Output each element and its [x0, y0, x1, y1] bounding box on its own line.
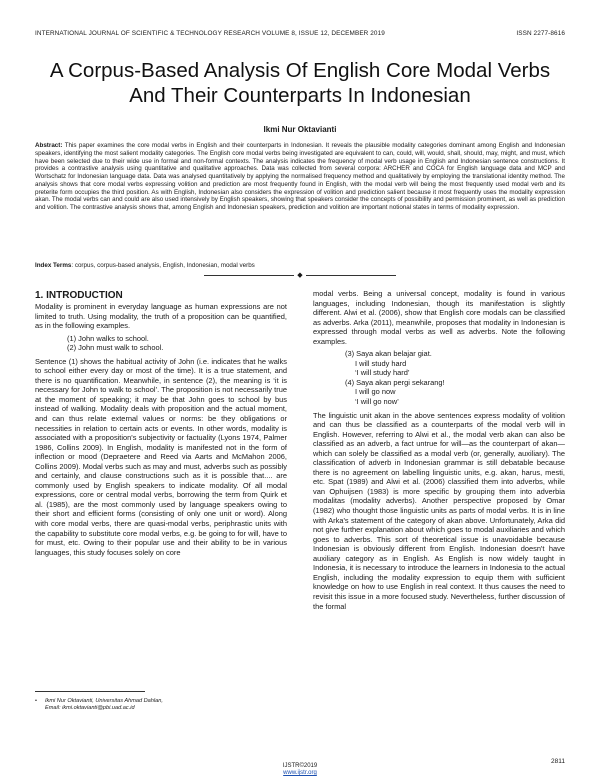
- issn-header: ISSN 2277-8616: [516, 30, 565, 37]
- left-column: [35, 289, 287, 557]
- example-list-2: [313, 349, 565, 406]
- abstract-label: Abstract:: [35, 142, 63, 149]
- example-3: (3) Saya akan belajar giat.: [345, 349, 432, 359]
- page-footer: [0, 763, 600, 777]
- author-footnote: [35, 698, 163, 712]
- example-4: (4) Saya akan pergi sekarang!: [345, 377, 445, 387]
- intro-paragraph-4: The linguistic unit akan in the above sentences express modality of volition and can thus be classified as a counterparts of the modal verb will in English. However, referring to Alwi et al., the modal verb akan can also be classified as an adverb, a fact untrue for will—as the counterpart of akan—which can solely be classified as a modal verb (or, generally, auxiliary). The classification of adverb in Indonesian grammar is still debatable because there is no agreement on labelling linguistic units, e.g. akan, harus, mesti, etc. Spat (1989) and Alwi et al. (2006) classified them into adverbs, while van Ophuijsen (1983) is more specific by grouping them into adverbia modalitas (modality adverbs). Another perspective proposed by Omar (1982) who thought those linguistic units as parts of modal verbs. It is in line with Arka's statement of the category of akan above. Unfortunately, Arka did not give further explanation about which goes to modal auxiliaries and which goes to adverbs. This sort of theoretical issue is unavoidable because Indonesian is obviously different from English. Indonesian doesn't have auxiliary category as in English. As English is now widely taught in Indonesia, it is necessary to introduce the learners in Indonesia to the actual English, including the modality expression to equip them with sufficient knowledge on how to use English in real context. It thus causes the need to revisit this issue in a more focused study. Nevertheless, further discussion of the formal: [313, 410, 565, 611]
- intro-paragraph-3: modal verbs. Being a universal concept, modality is found in various languages, including Indonesian, though its manifestation is slightly different. Alwi et al. (2006), show that English core modals can be classified as adverbs. Arka (2011), meanwhile, proposes that modality in Indonesian is expressed through modal verbs as well as adverbs. Note the following examples.: [313, 289, 565, 346]
- section-separator: [0, 272, 600, 280]
- example-4-translation: ‘I will go now’: [355, 397, 399, 407]
- footer-copyright: IJSTR©2019: [282, 763, 318, 769]
- paper-title: A Corpus-Based Analysis Of English Core Modal Verbs And Their Counterparts In Indonesian: [49, 59, 551, 107]
- journal-header: INTERNATIONAL JOURNAL OF SCIENTIFIC & TECHNOLOGY RESEARCH VOLUME 8, ISSUE 12, DECEMBER 2019: [35, 30, 385, 37]
- index-terms: [35, 262, 565, 270]
- section-heading: 1. INTRODUCTION: [35, 290, 123, 301]
- example-3-translation: ‘I will study hard’: [355, 368, 410, 378]
- index-terms-label: Index Terms: [35, 262, 72, 269]
- footer-link[interactable]: www.ijstr.org: [283, 770, 317, 776]
- separator-line-left: [204, 275, 294, 276]
- right-column: [313, 289, 565, 611]
- example-3-gloss: I will study hard: [355, 358, 407, 368]
- page-number: 2811: [551, 758, 565, 765]
- example-1: (1) John walks to school.: [67, 333, 149, 343]
- footnote-affiliation: Ikmi Nur Oktavianti, Universitas Ahmad Dahlan,: [45, 698, 163, 704]
- index-terms-text: : corpus, corpus-based analysis, English, Indonesian, modal verbs: [71, 262, 255, 269]
- example-2: (2) John must walk to school.: [67, 343, 164, 353]
- intro-paragraph-2: Sentence (1) shows the habitual activity of John (i.e. indicates that he walks to school either every day or most of the time). It is a true statement, and there is no quantification. Meanwhile, in sentence (2), the meaning is ‘it is necessary for John to walk to school’. The proposition is not necessarily true at the moment of speaking; it may be that John goes to school by bus instead of walking. Modality deals with proposition and the actual moment, and can thus relate external values or norms: be they obligations or necessities in relation to certain acts or events. In other words, modality is associated with a proposition's subjectivity or factuality (Lyons 1974, Palmer 1986, Collins 2009). In English, modality is manifested not in the form of inflection or mood (Depraetere and Reed via Aarts and McMahon 2006, Collins 2009). Modal verbs such as may and must, adverbs such as possibly and certainly, and clause constructions such as it is possible that.... are commonly used by English speakers to indicate modality. Of all modal expressions, core or central modal verbs, borrowing the term from Quirk et al. (1985), are the most commonly used by language speakers owing to their short and efficient forms (consisting of only one unit or word). Along with core modal verbs, there are quasi-modal verbs, periphrastic units with the capability to substitute core modal verbs, e.g. be going to for will, have to for must, etc. Owing to their popular use and their ability to be in various languages, this study focuses solely on core: [35, 356, 287, 557]
- author-name: Ikmi Nur Oktavianti: [263, 125, 337, 134]
- abstract-text: This paper examines the core modal verbs in English and their counterparts in Indonesian. It reveals the plausible modality categories dominant among English and Indonesian speakers, identifying the most salient modality categories. The English core modal verbs being investigated are equivalent to can, could, will, would, shall, should, may, might, and must, which have been selected due to their wide use in formal and non-formal contexts. The analysis indicates the frequency of modal verb usage in English and Indonesian sentence constructions. It provides a contrastive analysis using quantitative and qualitative approaches. Data was collected from several corpora: ARCHER and COCA for English language data and MCP and Wortschatz for Indonesian language data. Data was analysed quantitatively by applying the normalised frequency method and qualitatively by employing the translational identity method. The analysis shows that core modal verbs expressing volition and prediction are most frequently found in English, with the modal verb will being the most frequently used modal verb and its preterite form occupies the third position. As with English, Indonesian also considers the expression of volition and prediction salient because it most frequently uses the modality expression akan. The modal verbs can and could are also used intensively by English speakers, showing that speakers consider the concepts of possibility and permission prominent, as well as prediction and volition. The contrastive analysis shows that, among English and Indonesian speakers, prediction and volition are important notional states in terms of modality expression.: [35, 142, 565, 211]
- footnote-email: Email: ikmi.oktavianti@pbi.uad.ac.id: [45, 705, 135, 711]
- intro-paragraph-1: Modality is prominent in everyday language as human expressions are not limited to truth. Using modality, the truth of a proposition can be quantified, as in the following examples.: [35, 302, 287, 331]
- example-4-gloss: I will go now: [355, 387, 396, 397]
- abstract: [35, 142, 565, 212]
- separator-line-right: [306, 275, 396, 276]
- footnote-bullet-icon: •: [35, 698, 37, 704]
- example-list-1: [35, 334, 287, 353]
- footnote-divider: [35, 691, 145, 692]
- separator-diamond-icon: ◆: [297, 272, 303, 279]
